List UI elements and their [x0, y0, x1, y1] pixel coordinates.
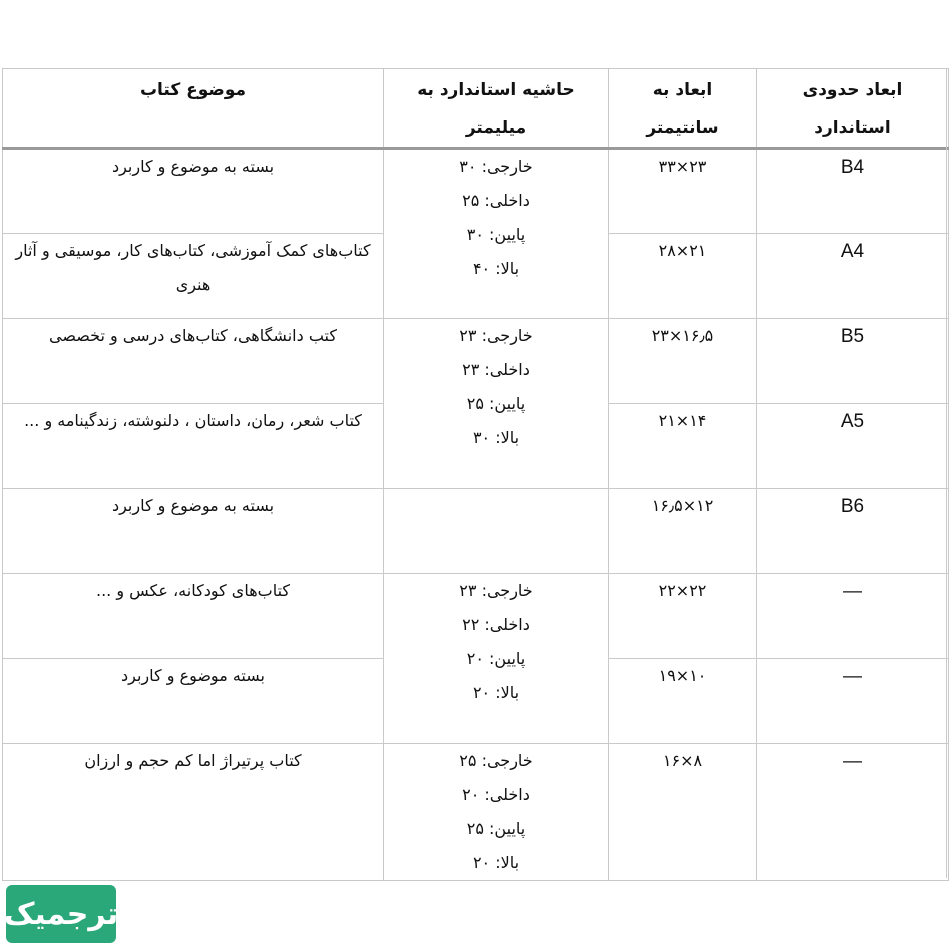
dims-cell: ۱۶٫۵×۲۳: [609, 319, 757, 404]
size-cell: —: [757, 574, 949, 659]
margin-top: بالا: ۴۰: [472, 259, 520, 278]
margin-top: بالا: ۳۰: [472, 428, 520, 447]
margin-outer: خارجی: ۲۵: [459, 751, 533, 770]
dims-cell: ۲۳×۳۳: [609, 149, 757, 234]
table-row: [3, 574, 949, 659]
margin-cell: [384, 319, 609, 489]
subject-cell: کتب دانشگاهی، کتاب‌های درسی و تخصصی: [3, 319, 384, 404]
dims-cell: ۱۲×۱۶٫۵: [609, 489, 757, 574]
subject-cell: کتاب‌های کمک آموزشی، کتاب‌های کار، موسیقی و آثار هنری: [3, 234, 384, 319]
subject-cell: بسته به موضوع و کاربرد: [3, 489, 384, 574]
dims-cell: ۲۲×۲۲: [609, 574, 757, 659]
header-margin: حاشیه استاندارد به میلیمتر: [384, 69, 609, 149]
logo-text: ترجمیک: [3, 896, 119, 932]
table-row: [3, 149, 949, 234]
margin-inner: داخلی: ۲۳: [462, 360, 530, 379]
margin-inner: داخلی: ۲۵: [462, 191, 530, 210]
table-row: [3, 319, 949, 404]
margin-bottom: پایین: ۲۵: [466, 394, 526, 413]
header-subject: موضوع کتاب: [3, 69, 384, 149]
margin-top: بالا: ۲۰: [472, 683, 520, 702]
table-edge-fragment: [946, 68, 950, 878]
header-size: ابعاد حدودی استاندارد: [757, 69, 949, 149]
size-cell: B5: [757, 319, 949, 404]
dims-cell: ۱۰×۱۹: [609, 659, 757, 744]
margin-outer: خارجی: ۲۳: [459, 581, 533, 600]
margin-inner: داخلی: ۲۰: [462, 785, 530, 804]
margin-bottom: پایین: ۲۵: [466, 819, 526, 838]
margin-bottom: پایین: ۲۰: [466, 649, 526, 668]
subject-cell: کتاب شعر، رمان، داستان ، دلنوشته، زندگینامه و ...: [3, 404, 384, 489]
subject-cell: بسته موضوع و کاربرد: [3, 659, 384, 744]
size-cell: A4: [757, 234, 949, 319]
margin-cell: [384, 574, 609, 744]
table-row: [3, 489, 949, 574]
dims-cell: ۱۴×۲۱: [609, 404, 757, 489]
subject-cell: کتاب‌های کودکانه، عکس و ...: [3, 574, 384, 659]
margin-bottom: پایین: ۳۰: [466, 225, 526, 244]
header-dims: ابعاد به سانتیمتر: [609, 69, 757, 149]
size-cell: A5: [757, 404, 949, 489]
margin-outer: خارجی: ۲۳: [459, 326, 533, 345]
size-cell: B6: [757, 489, 949, 574]
dims-cell: ۲۱×۲۸: [609, 234, 757, 319]
margin-inner: داخلی: ۲۲: [462, 615, 530, 634]
table-row: [3, 744, 949, 881]
margin-top: بالا: ۲۰: [472, 853, 520, 872]
margin-cell: [384, 149, 609, 319]
book-size-table: [2, 68, 949, 881]
size-cell: —: [757, 659, 949, 744]
margin-cell-empty: [384, 489, 609, 574]
book-size-table-container: [2, 68, 948, 878]
size-cell: —: [757, 744, 949, 881]
margin-outer: خارجی: ۳۰: [459, 157, 533, 176]
margin-cell: [384, 744, 609, 881]
subject-cell: کتاب پرتیراژ اما کم حجم و ارزان: [3, 744, 384, 881]
dims-cell: ۸×۱۶: [609, 744, 757, 881]
size-cell: B4: [757, 149, 949, 234]
tarjomic-logo: [3, 885, 119, 943]
subject-cell: بسته به موضوع و کاربرد: [3, 149, 384, 234]
table-header-row: [3, 69, 949, 149]
